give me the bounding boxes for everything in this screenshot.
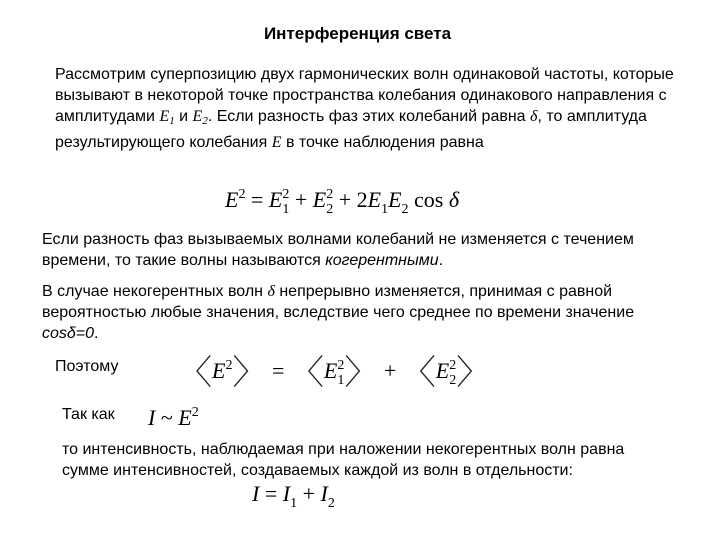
f3-e: E bbox=[178, 405, 192, 430]
amplitude-e1-index: 1 bbox=[169, 115, 175, 127]
cos-delta-zero: cosδ=0 bbox=[42, 325, 95, 342]
f1-term-a-power: 2 bbox=[282, 187, 290, 202]
left-angle-bracket-icon: 〈 bbox=[401, 355, 436, 392]
f3-sim: ~ bbox=[155, 405, 179, 430]
intro-paragraph bbox=[55, 64, 675, 153]
f1-equals: = bbox=[245, 187, 269, 212]
coherent-term: когерентными bbox=[325, 252, 439, 269]
f1-term-a-index: 1 bbox=[282, 202, 290, 217]
f1-plus-1: + bbox=[289, 187, 313, 212]
f2-e1-index: 1 bbox=[337, 373, 345, 388]
f2-e: E bbox=[212, 358, 226, 383]
amplitude-e2-index: 2 bbox=[202, 115, 208, 127]
resultant-amplitude-symbol: E bbox=[271, 134, 282, 151]
f1-term-c2: E bbox=[388, 187, 402, 212]
amplitude-e2 bbox=[193, 108, 208, 125]
intro-text-5: в точке наблюдения равна bbox=[281, 134, 484, 151]
f1-term-b: E bbox=[312, 187, 327, 212]
f2-e2-index: 2 bbox=[449, 373, 457, 388]
incoherent-text-3: . bbox=[94, 325, 99, 342]
f1-lhs-power: 2 bbox=[238, 187, 246, 202]
intro-text-3: . Если разность фаз этих колебаний равна bbox=[207, 108, 531, 125]
phase-delta-symbol: δ bbox=[530, 108, 538, 125]
intro-text-4: , то амплитуда результирующего колебания bbox=[55, 108, 647, 151]
right-angle-bracket-icon: 〉 bbox=[456, 355, 491, 392]
f2-e1-power: 2 bbox=[337, 358, 345, 373]
incoherent-text-1: В случае некогерентных волн bbox=[42, 283, 268, 300]
coherent-text-2: . bbox=[438, 252, 444, 269]
f3-i: I bbox=[148, 405, 156, 430]
incoherent-delta-symbol: δ bbox=[267, 283, 275, 300]
f4-i1-index: 1 bbox=[290, 496, 298, 511]
f1-delta: δ bbox=[448, 187, 460, 212]
f1-term-c1-index: 1 bbox=[381, 202, 389, 217]
conclusion-paragraph: то интенсивность, наблюдаемая при наложении некогерентных волн равна сумме интенсивностей, создаваемых каждой из волн в отдельности: bbox=[62, 441, 625, 479]
f2-e2-power: 2 bbox=[449, 358, 457, 373]
incoherent-paragraph bbox=[42, 281, 682, 344]
intro-text-2: и bbox=[174, 108, 193, 125]
f4-i1: I bbox=[282, 481, 291, 506]
left-angle-bracket-icon: 〈 bbox=[289, 355, 324, 392]
f1-term-a: E bbox=[268, 187, 283, 212]
formula-average-square bbox=[178, 353, 490, 394]
right-angle-bracket-icon: 〉 bbox=[344, 355, 379, 392]
f1-term-b-power: 2 bbox=[326, 187, 334, 202]
f4-i2: I bbox=[320, 481, 328, 506]
incoherent-text-2: непрерывно изменяется, принимая с равной вероятностью любые значения, вследствие чего среднее по времени значение bbox=[42, 283, 635, 321]
slide-title: Интерференция света bbox=[263, 24, 452, 43]
f1-cos: cos bbox=[408, 187, 449, 212]
f1-plus-2: + 2 bbox=[333, 187, 368, 212]
f4-i2-index: 2 bbox=[327, 496, 335, 511]
left-angle-bracket-icon: 〈 bbox=[178, 355, 212, 392]
f2-equals: = bbox=[266, 358, 290, 383]
f1-term-c2-index: 2 bbox=[401, 202, 409, 217]
f1-term-b-index: 2 bbox=[326, 202, 334, 217]
f3-e-power: 2 bbox=[191, 405, 199, 420]
formula-resultant-amplitude bbox=[225, 182, 459, 223]
f1-lhs: E bbox=[225, 187, 239, 212]
f1-term-c1: E bbox=[367, 187, 382, 212]
f4-equals: = bbox=[259, 481, 283, 506]
f2-e1: E bbox=[323, 358, 338, 383]
formula-intensity-sum bbox=[252, 481, 335, 517]
f2-e2: E bbox=[435, 358, 450, 383]
amplitude-e2-base: E bbox=[192, 108, 203, 125]
amplitude-e1-base: E bbox=[159, 108, 170, 125]
amplitude-e1 bbox=[159, 108, 174, 125]
therefore-label: Поэтому bbox=[55, 358, 119, 375]
f4-plus: + bbox=[297, 481, 321, 506]
right-angle-bracket-icon: 〉 bbox=[232, 355, 267, 392]
intro-text-1: Рассмотрим суперпозицию двух гармонических волн одинаковой частоты, которые вызывают в некоторой точке пространства колебания одинакового направления с амплитудами bbox=[55, 66, 674, 125]
f4-i: I bbox=[252, 481, 260, 506]
coherent-paragraph bbox=[42, 229, 682, 271]
formula-intensity-proportional bbox=[148, 400, 199, 431]
since-label: Так как bbox=[62, 406, 115, 423]
f2-plus: + bbox=[378, 358, 402, 383]
f2-e-power: 2 bbox=[225, 358, 233, 373]
coherent-text-1: Если разность фаз вызываемых волнами колебаний не изменяется с течением времени, то такие волны называются bbox=[42, 231, 634, 269]
